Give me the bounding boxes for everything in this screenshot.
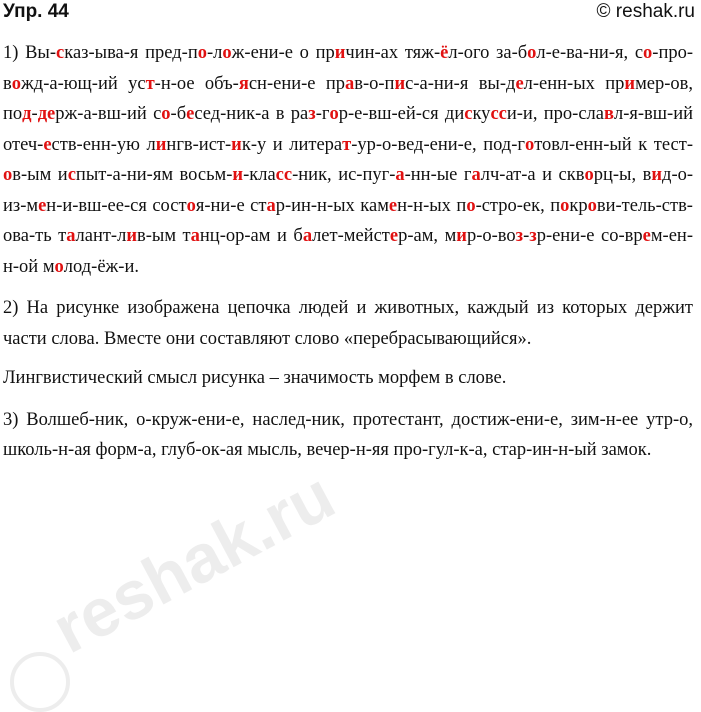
highlighted-letter: и bbox=[456, 226, 467, 246]
answer-paragraph-2: 2) На рисунке изображена цепочка людей и животных, каждый из которых держит части слова. Вместе они составляют слово «перебрасывающийся». bbox=[3, 298, 693, 349]
highlighted-letter: с bbox=[464, 104, 473, 124]
highlighted-letter: де bbox=[37, 104, 56, 124]
text-segment: сед-ник-а в ра bbox=[194, 104, 309, 124]
highlighted-letter: д bbox=[22, 104, 32, 124]
text-segment: л-е-ва-ни-я, с bbox=[536, 43, 644, 63]
text-segment: лч-ат-а и скв bbox=[480, 165, 585, 185]
highlighted-letter: о bbox=[161, 104, 171, 124]
text-segment: р-ам, м bbox=[398, 226, 457, 246]
site-copyright: © reshak.ru bbox=[596, 1, 695, 22]
highlighted-letter: о bbox=[560, 195, 570, 216]
text-segment: нц-ор-ам и б bbox=[199, 226, 303, 246]
highlighted-letter: и bbox=[651, 165, 663, 185]
text-segment: л-я-вш-ий отеч- bbox=[3, 104, 693, 155]
text-segment: с-а-ни-я вы-д bbox=[405, 73, 516, 94]
highlighted-letter: з bbox=[515, 226, 524, 246]
text-segment: пыт-а-ни-ям восьм- bbox=[75, 165, 233, 185]
text-segment: - bbox=[31, 104, 38, 124]
text-segment: р-ени-е со-вр bbox=[536, 226, 643, 246]
text-segment: р-е-вш-ей-ся ди bbox=[338, 104, 465, 124]
text-segment: -б bbox=[170, 104, 187, 124]
highlighted-letter: и bbox=[232, 165, 244, 185]
highlighted-letter: а bbox=[471, 165, 481, 185]
watermark-circle bbox=[10, 652, 70, 712]
highlighted-letter: о bbox=[186, 195, 196, 216]
text-segment: -стро-ек, п bbox=[475, 195, 561, 216]
highlighted-letter: и bbox=[126, 226, 137, 246]
text-segment: -ур-о-вед-ени-е, под-г bbox=[351, 134, 525, 155]
highlighted-letter: ё bbox=[440, 43, 449, 63]
text-segment: р-о-во bbox=[466, 226, 516, 246]
text-segment: -н-ое объ- bbox=[154, 73, 239, 94]
text-segment: нгв-ист- bbox=[166, 134, 232, 155]
highlighted-letter: е bbox=[38, 195, 47, 216]
text-segment: л-енн-ых пр bbox=[523, 73, 625, 94]
highlighted-letter: з bbox=[529, 226, 537, 246]
highlighted-letter: о bbox=[11, 73, 21, 94]
highlighted-letter: а bbox=[345, 73, 355, 94]
text-segment: -л bbox=[206, 43, 223, 63]
answer-paragraph-3: Лингвистический смысл рисунка – значимость морфем в слове. bbox=[3, 368, 507, 388]
text-segment: каз-ыва-я пред-п bbox=[64, 43, 198, 63]
highlighted-letter: а bbox=[395, 165, 405, 185]
text-segment: сн-ени-е пр bbox=[248, 73, 345, 94]
highlighted-letter: а bbox=[266, 195, 276, 216]
text-segment: я-ни-е ст bbox=[195, 195, 267, 216]
highlighted-letter: с bbox=[67, 165, 76, 185]
text-segment: рц-ы, в bbox=[593, 165, 652, 185]
exercise-title: Упр. 44 bbox=[3, 1, 69, 22]
highlighted-letter: е bbox=[43, 134, 52, 155]
highlighted-letter: о bbox=[643, 43, 653, 63]
highlighted-letter: в bbox=[603, 104, 614, 124]
highlighted-letter: и bbox=[155, 134, 167, 155]
highlighted-letter: а bbox=[66, 226, 76, 246]
highlighted-letter: о bbox=[527, 43, 537, 63]
text-segment: ви-тель-ств-ова-ть т bbox=[3, 195, 693, 246]
text-segment: мер-ов, по bbox=[3, 73, 694, 124]
text-segment: лод-ёж-и. bbox=[63, 256, 139, 277]
text-segment: н-и-вш-ее-ся сост bbox=[46, 195, 187, 216]
text-segment: -кла bbox=[243, 165, 276, 185]
highlighted-letter: сс bbox=[275, 165, 293, 185]
text-segment: жд-а-ющ-ий ус bbox=[21, 73, 146, 94]
highlighted-letter: о bbox=[587, 195, 597, 216]
text-segment: ж-ени-е о пр bbox=[231, 43, 335, 63]
text-segment: чин-ах тяж- bbox=[345, 43, 441, 63]
text-segment: - bbox=[523, 226, 530, 246]
highlighted-letter: о bbox=[466, 195, 476, 216]
highlighted-letter: и bbox=[334, 43, 346, 63]
highlighted-letter: о bbox=[329, 104, 339, 124]
text-segment: ств-енн-ую л bbox=[51, 134, 156, 155]
text-segment: рж-а-вш-ий с bbox=[55, 104, 162, 124]
highlighted-letter: о bbox=[222, 43, 232, 63]
text-segment: р-ин-н-ых кам bbox=[275, 195, 389, 216]
highlighted-letter: с bbox=[56, 43, 65, 63]
highlighted-letter: а bbox=[190, 226, 200, 246]
highlighted-letter: я bbox=[238, 73, 249, 94]
text-segment: -г bbox=[315, 104, 330, 124]
highlighted-letter: т bbox=[145, 73, 155, 94]
highlighted-letter: е bbox=[388, 195, 398, 216]
text-segment: в-ым т bbox=[137, 226, 191, 246]
text-segment: в-ым и bbox=[12, 165, 68, 185]
text-segment: 1) Вы- bbox=[3, 43, 57, 63]
text-segment: кр bbox=[569, 195, 588, 216]
text-segment: ку bbox=[472, 104, 491, 124]
text-segment: -ник, ис-пуг- bbox=[292, 165, 396, 185]
answer-paragraph-1 bbox=[3, 38, 693, 282]
page-header bbox=[0, 0, 701, 24]
text-segment: д-о-из-м bbox=[3, 165, 694, 216]
highlighted-letter: и bbox=[624, 73, 636, 94]
text-segment: -нн-ые г bbox=[404, 165, 472, 185]
highlighted-letter: е bbox=[515, 73, 524, 94]
highlighted-letter: о bbox=[197, 43, 207, 63]
text-segment: к-у и литера bbox=[241, 134, 343, 155]
text-segment: лант-л bbox=[75, 226, 127, 246]
highlighted-letter: е bbox=[642, 226, 651, 246]
highlighted-letter: сс bbox=[490, 104, 507, 124]
text-segment: л-ого за-б bbox=[448, 43, 528, 63]
highlighted-letter: е bbox=[389, 226, 399, 246]
highlighted-letter: и bbox=[394, 73, 406, 94]
text-segment: -про-в bbox=[3, 43, 694, 94]
highlighted-letter: а bbox=[302, 226, 313, 246]
answer-paragraph-4: 3) Волшеб-ник, о-круж-ени-е, наслед-ник, протестант, достиж-ени-е, зим-н-ее утр-о, школь-н-ая форм-а, глуб-ок-ая мысль, вечер-н-яя про-гул-к-а, стар-ин-н-ый замок. bbox=[3, 409, 693, 460]
text-segment: м-ен-н-ой м bbox=[3, 226, 693, 277]
text-segment: н-н-ых п bbox=[397, 195, 467, 216]
highlighted-letter: о bbox=[524, 134, 535, 155]
text-segment: в-о-п bbox=[354, 73, 395, 94]
highlighted-letter: з bbox=[308, 104, 316, 124]
answer-content bbox=[3, 38, 693, 466]
highlighted-letter: т bbox=[342, 134, 352, 155]
highlighted-letter: о bbox=[54, 256, 64, 277]
text-segment: лет-мейст bbox=[312, 226, 390, 246]
text-segment: товл-енн-ый к тест- bbox=[534, 134, 693, 155]
highlighted-letter: о bbox=[3, 165, 13, 185]
highlighted-letter: и bbox=[231, 134, 242, 155]
watermark-text: reshak.ru bbox=[40, 457, 347, 668]
text-segment: и-и, про-сла bbox=[506, 104, 604, 124]
highlighted-letter: о bbox=[584, 165, 594, 185]
highlighted-letter: е bbox=[186, 104, 195, 124]
